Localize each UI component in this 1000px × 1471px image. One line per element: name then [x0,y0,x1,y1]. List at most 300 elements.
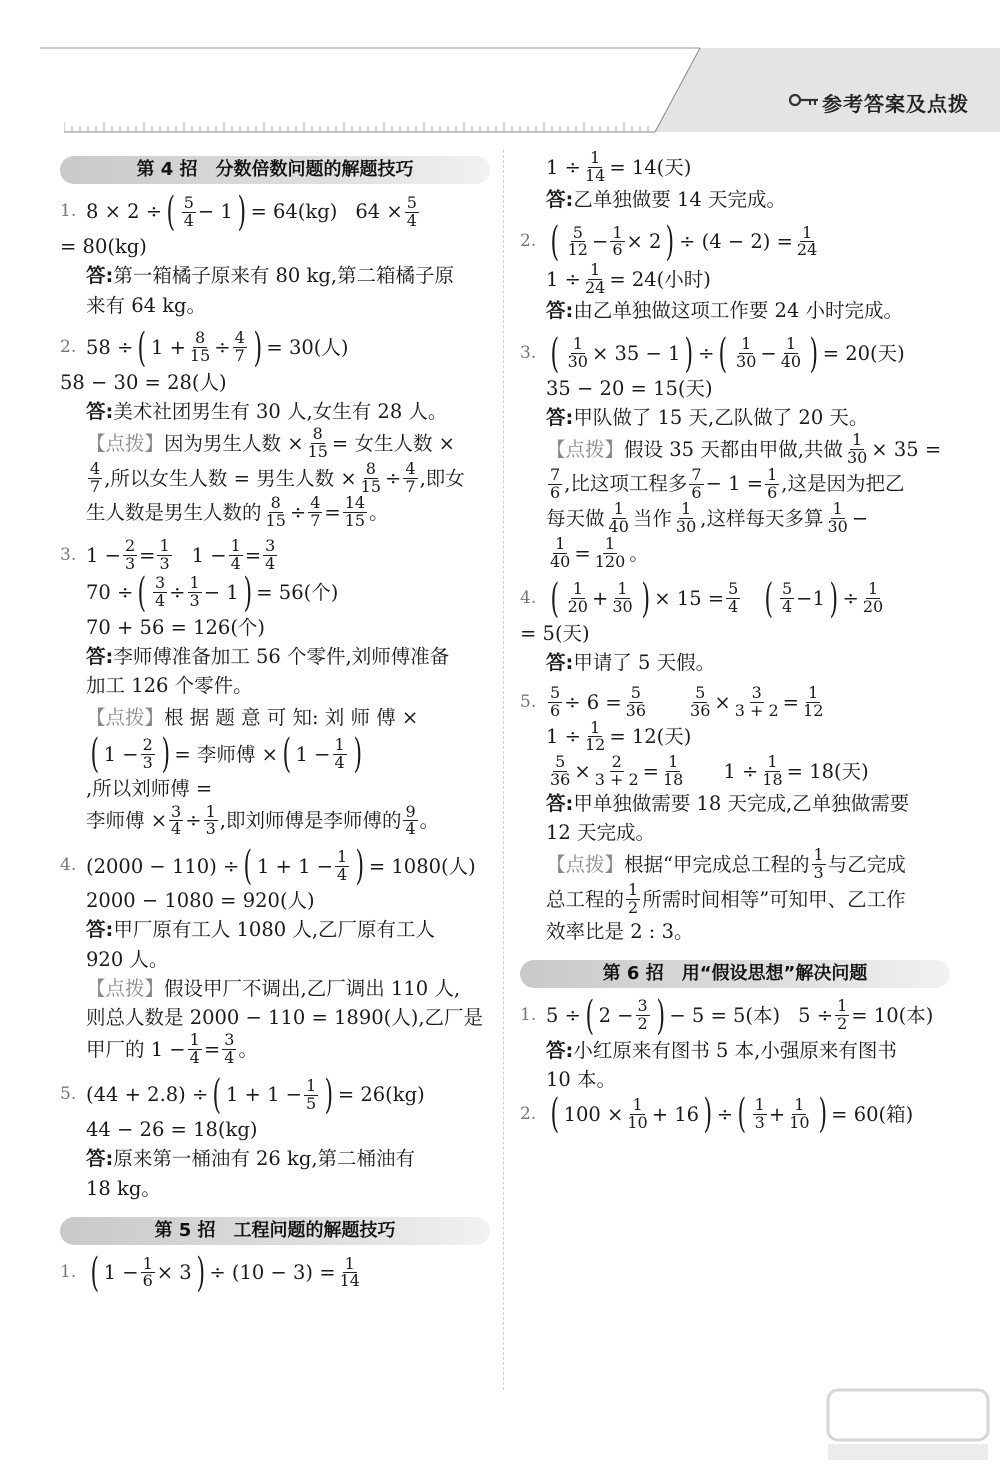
den: 15 [344,511,366,531]
expr: ÷ [842,586,859,610]
den: 30 [675,517,697,537]
q5-answer [60,1144,490,1203]
q-number: 3. [520,342,537,363]
fraction [308,495,322,530]
num: 1 [612,222,623,242]
fraction [306,426,330,461]
num: 1 [832,499,843,519]
den: 14 [584,165,606,185]
tip-text: ,这样每天多算 [700,507,824,531]
r2-formula-line2 [520,259,950,297]
answer-text: 加工 126 个零件。 [86,674,253,698]
q3-tip-line1 [60,700,490,734]
num: 1 [754,1094,765,1114]
q-number: 1. [60,201,77,222]
fraction [753,1094,767,1132]
expr: × [574,759,591,783]
section-5-title: 第 5 招 工程问题的解题技巧 [60,1217,490,1245]
q4-formula-line2: 2000 − 1080 = 920(人) [86,889,315,913]
num: 1 [590,259,601,279]
den: 3 [159,553,170,573]
fraction [304,1075,318,1113]
fraction [825,501,849,536]
den: 4 [405,819,416,839]
num: 3 [171,801,182,821]
tip-text: 因为男生人数 × [164,431,304,455]
tip-text: 所需时间相等”可知甲、乙工作 [642,887,906,911]
tip-label: 【点拨】 [546,437,625,461]
q2-tip-line2: $\frac{4}{7}$ ,所以女生人数 = 男生人数 × $\frac{8}{15}$ ÷ $\frac{4}{7}$ ,即女 [90,458,465,496]
expr: 1 − [86,543,121,567]
fraction [845,432,869,467]
den: 15 [189,346,211,366]
den: 4 [230,553,241,573]
num: 1 [189,573,200,593]
expr: (44 + 2.8) ÷ [86,1083,209,1107]
paren-open: ( [550,1091,560,1138]
fraction [812,847,826,882]
fraction [583,150,607,185]
paren-open: ( [550,575,560,622]
den: 36 [625,700,647,720]
fraction [182,192,196,230]
expr: ÷ (10 − 3) = [209,1261,336,1285]
fraction [661,754,685,789]
expr: = 30(人) [266,336,349,360]
num: 2 [142,735,153,755]
num: 1 [555,533,566,553]
den: 30 [846,447,868,467]
paren-close: ) [641,575,650,622]
r4-answer [520,648,950,677]
num: 1 [337,846,348,866]
q-number: 2. [520,231,537,252]
tip-label: 【点拨】 [86,705,165,729]
expr: − 1 [197,200,233,224]
r5-answer [520,789,950,848]
den: 4 [265,553,276,573]
expr: = 80(kg) [60,235,147,258]
num: 1 [334,735,345,755]
num: 4 [90,458,101,478]
answer-label: 答: [546,791,574,815]
tip-text: = [574,541,591,565]
answer-text: 甲单独做需要 18 天完成,乙单独做需要 [573,791,910,815]
den: 4 [728,597,739,617]
tip-text: ,所以女生人数 = 男生人数 × [104,466,357,490]
r5-formula [520,685,950,720]
expr: = 1080(人) [368,854,476,878]
num: 4 [310,493,321,513]
expr: (2000 − 110) ÷ [86,854,240,878]
den: 7 [405,476,416,496]
answer-text: 18 kg。 [86,1176,161,1200]
expr: 8 × 2 ÷ [86,200,163,224]
q-number: 1. [60,1262,77,1283]
num: 1 [767,464,778,484]
expr: = [244,543,262,567]
den: 30 [827,517,848,537]
q3-tip-line2: ( 1 − $\frac{2}{3}$ ) = 李师傅 × ( 1 − $\frac{1}{4}$ ) ,所以刘师傅 = [60,734,490,803]
answer-text: 来有 64 kg。 [86,293,207,317]
fraction [610,222,624,260]
fraction [760,754,784,789]
answer-label: 答: [86,918,114,942]
num: 1 [572,579,583,599]
paren-open: ( [243,843,253,890]
q5-formula-line2: 44 − 26 = 18(kg) [86,1118,258,1142]
fraction [169,801,183,839]
q-number: 3. [60,544,77,565]
fraction [625,1094,649,1132]
paren-close: ) [196,1249,205,1296]
answer-label: 答: [546,650,574,674]
q3-answer [60,642,490,701]
expr: 1 ÷ [723,759,759,783]
num: 8 [195,328,206,348]
answer-text: 由乙单独做这项工作要 24 小时完成。 [573,299,904,323]
answer-text: 10 本。 [546,1068,617,1092]
expr: = 10(本) [851,1004,934,1028]
fraction [343,495,367,530]
den: 3 + 2 [594,770,639,790]
r5-tip-line1 [520,847,950,882]
fraction [548,754,572,789]
q4-answer [60,915,490,974]
header-title: 参考答案及点拨 [822,92,969,116]
den: 3 [205,819,216,839]
fraction [674,501,698,536]
tip-text: = 李师傅 × [174,742,278,766]
expr: 5 ÷ [798,1004,834,1028]
fraction [141,737,155,772]
fraction [548,464,562,502]
expr: = 60(箱) [831,1102,914,1126]
r3-formula [520,330,950,377]
fraction [733,685,781,720]
paren-close: ) [829,575,839,622]
paren-open: ( [166,189,176,235]
expr: 100 × [563,1102,624,1126]
tip-text: 。 [629,541,649,565]
answer-text: 甲队做了 15 天,乙队做了 20 天。 [573,405,869,429]
num: 3 [265,536,276,556]
num: 1 [590,717,601,737]
expr: 1 ÷ [546,725,581,749]
answer-text: 乙单独做要 14 天完成。 [573,187,787,211]
num: 5 [183,192,194,212]
expr: 64 × [355,200,403,224]
den: 7 [234,346,245,366]
den: 4 [154,591,166,611]
r3-formula-line2: 35 − 20 = 15(天) [546,376,713,400]
den: 7 [310,511,321,531]
den: 3 [813,863,824,883]
den: 4 [224,1048,235,1068]
num: 1 [813,845,824,865]
q4-tip-line3 [60,1032,490,1067]
fraction [795,222,819,260]
num: 1 [617,579,628,599]
expr: = 20(天) [822,342,905,366]
fraction [593,754,641,789]
num: 1 [205,801,216,821]
paren-open: ( [585,992,595,1039]
den: 15 [307,442,328,462]
num: 9 [405,801,416,821]
r5-tip-line3: 效率比是 2 : 3。 [546,919,694,943]
q5-formula [60,1072,490,1119]
paren-close: ) [237,189,246,235]
num: 1 [572,334,583,354]
q1-answer [60,261,490,320]
num: 1 [613,499,624,519]
q4-formula [60,843,490,890]
expr: ÷ [214,336,231,360]
tip-text: 生人数是男生人数的 [86,501,262,525]
q-number: 2. [60,337,77,357]
expr: 1 − [103,1261,139,1285]
fraction [607,501,631,536]
r2-answer [520,296,950,325]
expr: 2 − [598,1004,634,1028]
expr: = 24(小时) [609,267,711,291]
q3-formula-line2: 70 ÷ ( $\frac{3}{4}$ ÷ $\frac{1}{3}$ − 1 ) = 56(个) 70 + 56 = 126(个) [60,573,490,642]
den: 2 [628,897,639,917]
num: 2 [611,752,622,772]
num: 1 [741,334,752,354]
den: 6 [550,482,561,502]
q1-formula [60,189,490,261]
den: 6 [691,482,702,502]
paren-close: ) [243,569,252,616]
paren-open: ( [550,330,560,377]
fraction [566,336,590,371]
den: 4 [334,752,345,772]
fraction [229,538,243,573]
expr: 1 + [150,336,186,360]
tip-text: ,即女 [419,466,465,490]
expr: = 14(天) [609,155,692,179]
expr: = 64(kg) [250,200,338,224]
fraction [861,581,885,616]
r3-tip-line1 [520,432,950,467]
num: 1 [668,752,679,772]
tip-text: 总工程的 [546,887,625,911]
den: 10 [789,1112,810,1132]
fraction [566,581,590,616]
fraction [566,222,590,260]
den: 2 [637,1014,648,1034]
den: 15 [360,476,382,496]
fraction [88,458,102,496]
expr: ÷ (4 − 2) = [679,230,793,254]
tip-text: = 女生人数 × [331,431,455,455]
den: 10 [627,1112,648,1132]
paren-close: ) [818,1091,827,1138]
expr: × [714,690,731,714]
expr: 58 ÷ [86,336,134,360]
expr: ÷ [716,1102,734,1126]
num: 5 [572,222,583,242]
expr: = [642,759,659,783]
num: 1 [794,1094,805,1114]
expr: + 16 [651,1102,700,1126]
paren-close: ) [355,843,365,890]
fraction [333,737,347,772]
fraction [593,533,628,571]
tip-label: 【点拨】 [86,976,165,1000]
tip-text: ,这是因为把乙 [781,472,905,496]
den: 3 [124,553,136,573]
fraction [689,464,703,502]
expr: 1 − [191,543,227,567]
watermark-stamp [820,1382,1000,1467]
fraction [583,717,607,755]
s6-q1-answer [520,1036,950,1095]
num: 1 [852,430,863,450]
section-6-title: 第 6 招 用“假设思想”解决问题 [520,960,950,988]
den: 36 [690,700,711,720]
r5-formula-line2 [520,717,950,755]
tip-text: 。 [369,501,389,525]
tip-label: 【点拨】 [546,853,625,877]
fraction [264,495,288,530]
paren-close: ) [253,324,262,371]
fraction [626,879,640,917]
den: 5 [306,1093,317,1113]
answer-label: 答: [546,299,574,323]
tip-text: = [203,1038,221,1062]
fraction [188,330,212,365]
num: 14 [344,493,366,513]
expr: ÷ [698,342,715,366]
num: 1 [680,499,692,519]
r1-answer [520,185,950,214]
answer-text: 李师傅准备加工 56 个零件,刘师傅准备 [113,644,450,668]
num: 7 [550,464,561,484]
den: 6 [612,240,623,260]
expr: − 5 = 5(本) [669,1004,781,1028]
q-number: 1. [520,1005,537,1026]
den: 2 [837,1014,848,1034]
paren-open: ( [764,575,774,622]
fraction [359,458,383,496]
paren-open: ( [137,324,147,371]
den: 12 [567,240,588,260]
tip-text: 每天做 [546,507,605,531]
r2-formula [520,218,950,265]
den: 3 [189,591,200,611]
num: 3 [224,1030,235,1050]
expr: 70 ÷ [86,581,134,604]
expr: + [591,586,609,610]
den: 120 [594,551,626,571]
answer-text: 920 人。 [86,947,169,971]
q3-formula [60,538,490,573]
expr: 5 ÷ [546,1004,581,1028]
num: 3 [154,573,166,593]
den: 4 [781,597,793,617]
q2-tip-line3: 生人数是男生人数的 $\frac{8}{15}$ ÷ $\frac{4}{7}$ = $\frac{14}{15}$ 。 [86,493,389,531]
expr: 1 + 1 − [225,1083,303,1107]
fraction [123,538,137,573]
answer-label: 答: [546,1038,574,1062]
r3-tip-line2 [520,464,950,502]
fraction [338,1253,362,1291]
den: 15 [265,511,286,531]
num: 1 [344,1253,355,1273]
paren-open: ( [737,1091,747,1138]
den: 4 [171,819,182,839]
q3-tip-line3: 李师傅 × $\frac{3}{4}$ ÷ $\frac{1}{3}$ ,即刘师傅是李师傅的 $\frac{9}{4}$ 。 [86,801,440,839]
fraction [636,998,650,1033]
den: 3 [754,1112,765,1132]
answer-text: 甲厂原有工人 1080 人,乙厂原有工人 [113,918,436,942]
tip-text: 。 [419,809,440,833]
num: 1 [590,148,601,167]
num: 1 [767,752,778,772]
paren-open: ( [90,1249,100,1296]
q4-tip [60,974,490,1033]
num: 8 [270,493,281,513]
paren-close: ) [703,1091,713,1138]
den: 30 [736,352,757,372]
num: 8 [312,424,323,444]
fraction [335,846,349,884]
r3-tip-line4 [520,533,950,571]
q-number: 5. [60,1084,77,1105]
q-number: 4. [60,855,77,876]
q2-answer [60,397,490,426]
expr: = 26(kg) [337,1083,425,1107]
expr: − 1 [203,581,239,604]
expr: = 12(天) [609,725,692,749]
expr: 1 ÷ [546,155,581,179]
den: 3 [142,752,153,772]
r5-formula-line3 [520,754,950,789]
num: 1 [142,1253,153,1273]
answer-label: 答: [546,405,574,429]
fraction [263,538,277,573]
den: 14 [339,1271,360,1291]
fraction [835,998,849,1033]
fraction [624,685,648,720]
num: 1 [801,222,813,242]
den: 12 [803,700,824,720]
paren-close: ) [684,330,694,377]
den: 4 [406,210,417,230]
den: 24 [796,240,818,260]
num: 5 [555,752,566,772]
answer-label: 答: [86,644,114,668]
answer-text: 甲请了 5 天假。 [573,650,716,674]
section-4-title: 第 4 招 分数倍数问题的解题技巧 [60,156,490,184]
answer-text: 原来第一桶油有 26 kg,第二桶油有 [113,1147,416,1171]
paren-close: ) [324,1072,334,1119]
tip-text: 假设 35 天都由甲做,共做 [624,437,843,461]
answer-text: 小红原来有图书 5 本,小强原来有图书 [573,1038,897,1062]
den: 40 [608,517,629,537]
tip-text: − [851,507,869,531]
answer-label: 答: [86,1147,114,1171]
paren-open: ( [550,218,560,265]
num: 3 [751,683,762,703]
fraction [157,538,171,573]
r1-formula [520,150,950,185]
fraction [403,458,417,496]
q2-tip-line1 [60,426,490,461]
